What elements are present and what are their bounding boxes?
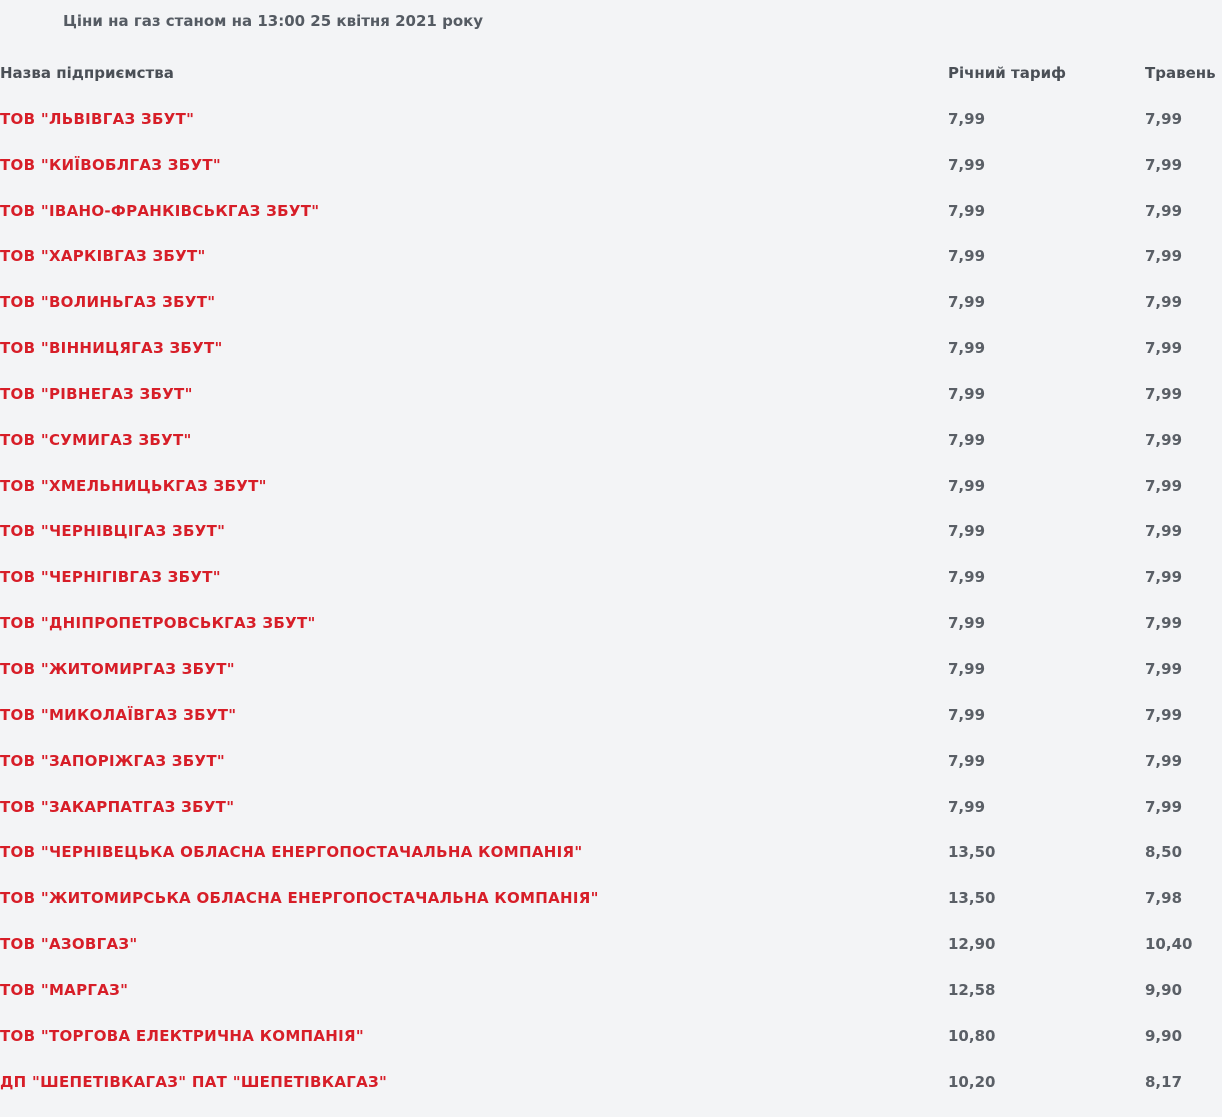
annual-tariff-value: 13,50 <box>948 889 996 908</box>
annual-tariff-value: 7,99 <box>948 705 986 724</box>
table-body <box>0 97 1222 1106</box>
table-row <box>0 326 1222 372</box>
company-name-link[interactable]: ТОВ "ЧЕРНІГІВГАЗ ЗБУТ" <box>0 568 221 587</box>
company-name-link[interactable]: ТОВ "КИЇВОБЛГАЗ ЗБУТ" <box>0 155 221 174</box>
may-price-value: 7,99 <box>1145 109 1183 128</box>
may-price-value: 7,99 <box>1145 247 1183 266</box>
company-name-link[interactable]: ТОВ "ЗАПОРІЖГАЗ ЗБУТ" <box>0 751 226 770</box>
table-row <box>0 97 1222 143</box>
table-row <box>0 830 1222 876</box>
may-price-value: 7,99 <box>1145 568 1183 587</box>
company-name-link[interactable]: ТОВ "АЗОВГАЗ" <box>0 935 138 954</box>
table-row <box>0 189 1222 235</box>
may-price-value: 8,17 <box>1145 1072 1183 1091</box>
table-row <box>0 234 1222 280</box>
company-name-link[interactable]: ТОВ "ЧЕРНІВЕЦЬКА ОБЛАСНА ЕНЕРГОПОСТАЧАЛЬНА КОМПАНІЯ" <box>0 843 583 862</box>
header-may: Травень <box>1145 64 1216 82</box>
annual-tariff-value: 7,99 <box>948 476 986 495</box>
annual-tariff-value: 10,20 <box>948 1072 996 1091</box>
may-price-value: 7,99 <box>1145 797 1183 816</box>
company-name-link[interactable]: ТОВ "РІВНЕГАЗ ЗБУТ" <box>0 384 193 403</box>
annual-tariff-value: 7,99 <box>948 201 986 220</box>
may-price-value: 10,40 <box>1145 935 1193 954</box>
company-name-link[interactable]: ТОВ "ВОЛИНЬГАЗ ЗБУТ" <box>0 293 216 312</box>
may-price-value: 7,99 <box>1145 339 1183 358</box>
table-row <box>0 876 1222 922</box>
table-row <box>0 922 1222 968</box>
annual-tariff-value: 7,99 <box>948 659 986 678</box>
company-name-link[interactable]: ТОВ "ДНІПРОПЕТРОВСЬКГАЗ ЗБУТ" <box>0 614 316 633</box>
may-price-value: 7,99 <box>1145 705 1183 724</box>
table-row <box>0 968 1222 1014</box>
table-row <box>0 601 1222 647</box>
may-price-value: 7,99 <box>1145 293 1183 312</box>
table-row <box>0 785 1222 831</box>
table-row <box>0 372 1222 418</box>
annual-tariff-value: 13,50 <box>948 843 996 862</box>
company-name-link[interactable]: ТОВ "ВІННИЦЯГАЗ ЗБУТ" <box>0 339 223 358</box>
annual-tariff-value: 7,99 <box>948 247 986 266</box>
annual-tariff-value: 7,99 <box>948 109 986 128</box>
annual-tariff-value: 7,99 <box>948 339 986 358</box>
annual-tariff-value: 7,99 <box>948 155 986 174</box>
company-name-link[interactable]: ТОВ "ЛЬВІВГАЗ ЗБУТ" <box>0 109 195 128</box>
company-name-link[interactable]: ТОВ "ЖИТОМИРСЬКА ОБЛАСНА ЕНЕРГОПОСТАЧАЛЬНА КОМПАНІЯ" <box>0 889 599 908</box>
table-row <box>0 1060 1222 1106</box>
table-row <box>0 647 1222 693</box>
may-price-value: 7,99 <box>1145 384 1183 403</box>
may-price-value: 9,90 <box>1145 1026 1183 1045</box>
header-annual-tariff: Річний тариф <box>948 64 1066 82</box>
annual-tariff-value: 7,99 <box>948 614 986 633</box>
annual-tariff-value: 7,99 <box>948 430 986 449</box>
table-row <box>0 464 1222 510</box>
annual-tariff-value: 7,99 <box>948 522 986 541</box>
annual-tariff-value: 12,58 <box>948 980 996 999</box>
may-price-value: 7,99 <box>1145 430 1183 449</box>
table-row <box>0 418 1222 464</box>
may-price-value: 8,50 <box>1145 843 1183 862</box>
annual-tariff-value: 7,99 <box>948 384 986 403</box>
company-name-link[interactable]: ТОВ "ХАРКІВГАЗ ЗБУТ" <box>0 247 206 266</box>
company-name-link[interactable]: ТОВ "МИКОЛАЇВГАЗ ЗБУТ" <box>0 705 237 724</box>
company-name-link[interactable]: ТОВ "ІВАНО-ФРАНКІВСЬКГАЗ ЗБУТ" <box>0 201 320 220</box>
annual-tariff-value: 7,99 <box>948 293 986 312</box>
table-row <box>0 739 1222 785</box>
may-price-value: 7,99 <box>1145 751 1183 770</box>
company-name-link[interactable]: ДП "ШЕПЕТІВКАГАЗ" ПАТ "ШЕПЕТІВКАГАЗ" <box>0 1072 388 1091</box>
table-row <box>0 509 1222 555</box>
may-price-value: 7,99 <box>1145 476 1183 495</box>
may-price-value: 7,98 <box>1145 889 1183 908</box>
annual-tariff-value: 7,99 <box>948 751 986 770</box>
annual-tariff-value: 10,80 <box>948 1026 996 1045</box>
table-row <box>0 555 1222 601</box>
company-name-link[interactable]: ТОВ "СУМИГАЗ ЗБУТ" <box>0 430 192 449</box>
may-price-value: 7,99 <box>1145 201 1183 220</box>
company-name-link[interactable]: ТОВ "ЗАКАРПАТГАЗ ЗБУТ" <box>0 797 235 816</box>
company-name-link[interactable]: ТОВ "ЖИТОМИРГАЗ ЗБУТ" <box>0 659 235 678</box>
may-price-value: 7,99 <box>1145 614 1183 633</box>
may-price-value: 7,99 <box>1145 155 1183 174</box>
annual-tariff-value: 12,90 <box>948 935 996 954</box>
may-price-value: 9,90 <box>1145 980 1183 999</box>
table-row <box>0 1014 1222 1060</box>
gas-prices-table <box>0 51 1222 1105</box>
company-name-link[interactable]: ТОВ "ЧЕРНІВЦІГАЗ ЗБУТ" <box>0 522 226 541</box>
company-name-link[interactable]: ТОВ "МАРГАЗ" <box>0 980 129 999</box>
company-name-link[interactable]: ТОВ "ТОРГОВА ЕЛЕКТРИЧНА КОМПАНІЯ" <box>0 1026 365 1045</box>
may-price-value: 7,99 <box>1145 522 1183 541</box>
annual-tariff-value: 7,99 <box>948 568 986 587</box>
may-price-value: 7,99 <box>1145 659 1183 678</box>
table-row <box>0 143 1222 189</box>
annual-tariff-value: 7,99 <box>948 797 986 816</box>
table-caption: Ціни на газ станом на 13:00 25 квітня 2021 року <box>63 12 484 30</box>
table-row <box>0 693 1222 739</box>
table-row <box>0 280 1222 326</box>
table-header-row <box>0 51 1222 97</box>
company-name-link[interactable]: ТОВ "ХМЕЛЬНИЦЬКГАЗ ЗБУТ" <box>0 476 267 495</box>
header-company-name: Назва підприємства <box>0 64 174 82</box>
